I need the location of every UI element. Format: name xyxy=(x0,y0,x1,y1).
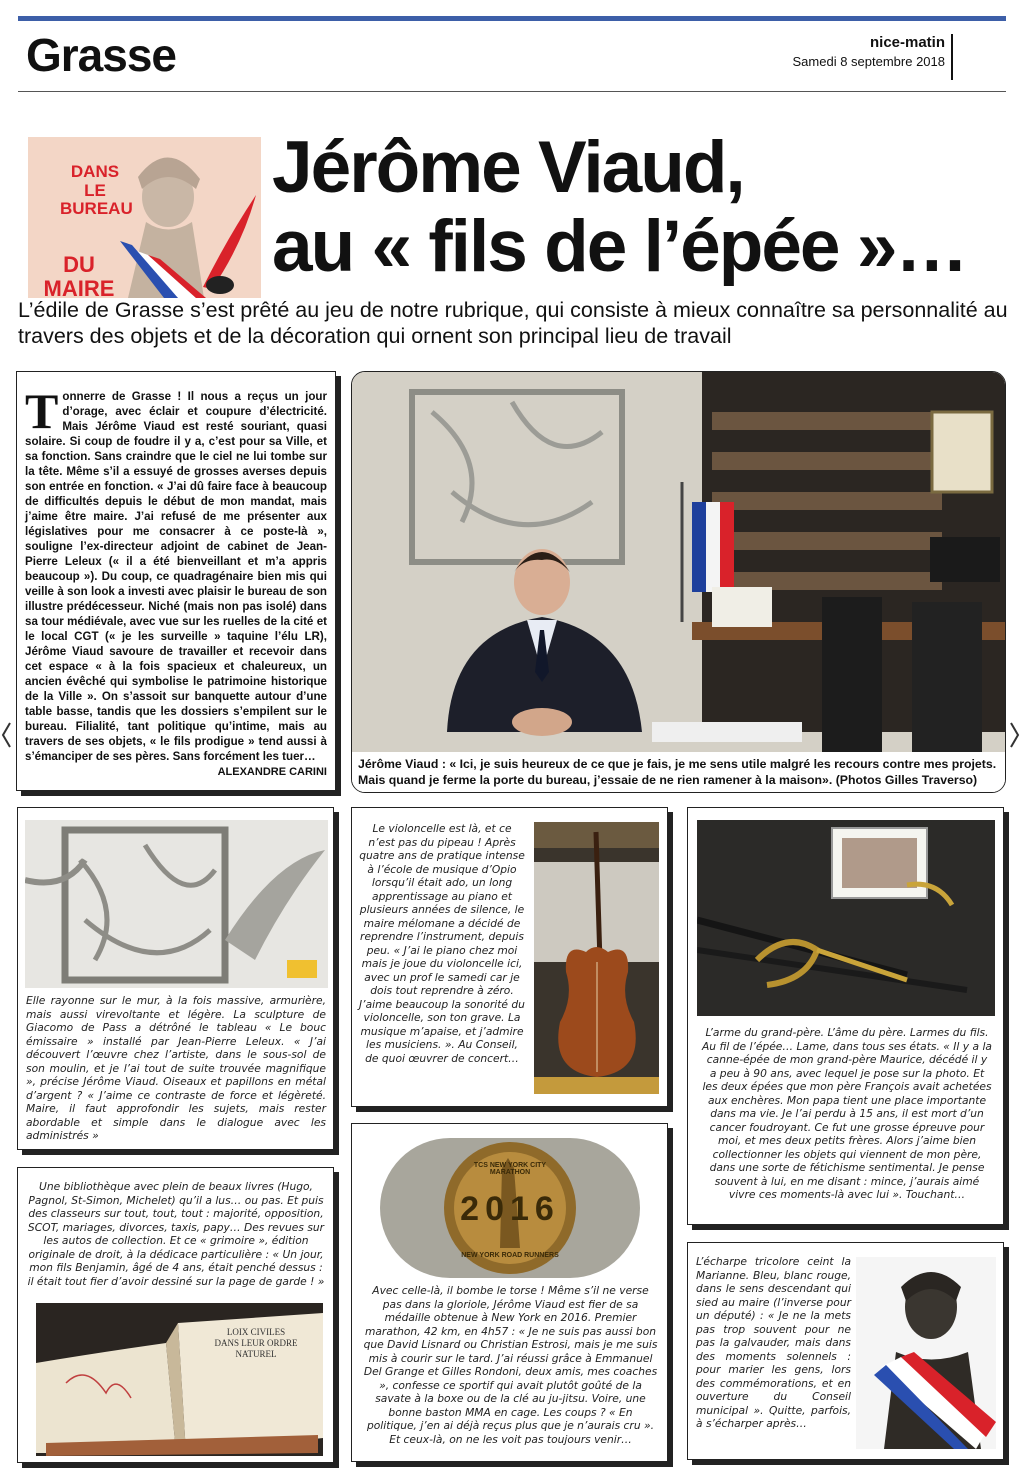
chevron-right-icon[interactable] xyxy=(1007,720,1021,750)
swords-caption: L’arme du grand-père. L’âme du père. Larmes du fils. Au fil de l’épée… Lame, dans tous ses états. « Il y a la canne-épée de mon grand-père Maurice, décédé il y a peu à 90 ans, avec lequel je pose sur la photo. Et les deux épées que mon père François avait achetées aux enchères. Mon papa tient une place importante dans ma vie. Je l’ai perdu à 15 ans, il est mort d’un cancer foudroyant. Ce fut une grosse épreuve pour moi, et mes deux petits frères. Alors j’aime bien collectionner les objets qui viennent de mon père, dans une sorte de fétichisme sentimental. Je pense souvent à lui, en me disant : mince, j’aurais aimé vivre ces moments-là avec lui ». Touchant… xyxy=(702,1026,992,1201)
section-title: Grasse xyxy=(26,29,177,81)
headline-line-1: Jérôme Viaud, xyxy=(272,127,744,208)
cello-caption: Le violoncelle est là, et ce n’est pas du pipeau ! Après quatre ans de pratique intense à l’école de musique d’Opio lorsqu’il était ado, un long apprentissage au piano et plusieurs années de silence, le maire mélomane a décidé de reprendre l’instrument, depuis peu. « J’ai le piano chez moi mais je joue du violoncelle ici, avec un prof le samedi car je dois tout reprendre à zéro. J’aime beaucoup la sonorité du violoncelle, son ton grave. La musique m’apaise, et j’admire les musiciens. ». Au Conseil, de quoi œuvrer de concert… xyxy=(359,822,525,1065)
medal-panel xyxy=(351,1123,668,1462)
sculpture-panel xyxy=(17,807,334,1150)
lead-article xyxy=(16,371,336,791)
headline xyxy=(272,128,1012,286)
office-scene-image xyxy=(352,372,1006,793)
badge-line-1: DANS LE BUREAU xyxy=(60,162,133,219)
swords-panel xyxy=(687,807,1004,1225)
article-author: ALEXANDRE CARINI xyxy=(217,766,327,778)
top-color-rule xyxy=(18,16,1006,21)
medal-year: 2016 xyxy=(460,1190,560,1228)
publication-date: Samedi 8 septembre 2018 xyxy=(792,54,945,69)
article-deck: L’édile de Grasse s’est prêté au jeu de notre rubrique, qui consiste à mieux connaître sa personnalité au travers des objets et de la décoration qui ornent son principal lieu de travail xyxy=(18,298,1008,348)
main-office-photo xyxy=(351,371,1006,793)
cello-panel xyxy=(351,807,668,1107)
medal-bottom-text: NEW YORK ROAD RUNNERS xyxy=(461,1252,559,1259)
headline-line-2: au « fils de l’épée »… xyxy=(272,206,967,287)
swords-image xyxy=(697,820,995,1016)
drop-cap: T xyxy=(25,383,59,439)
main-photo-caption: Jérôme Viaud : « Ici, je suis heureux de ce que je fais, je me sens utile malgré les recours contre mes projets. Mais quand je ferme la porte du bureau, j’essaie de ne rien ramener à la maison». (Photos Gilles Traverso) xyxy=(352,752,1005,792)
book-image xyxy=(36,1303,323,1456)
library-caption: Une bibliothèque avec plein de beaux livres (Hugo, Pagnol, St-Simon, Michelet) qu’il a lus… ou pas. Et puis des classeurs sur tout, tout, tout : majorité, opposition, SCOT, mariages, divorces, taxis, papy… Des revues sur les autos de collection. Et ce « grimoire », édition originale de droit, à la dédicace particulière : « Un jour, mon fils Benjamin, âgé de 4 ans, était penché dessus : il était tout fier d’avoir dessiné sur la page de garde ! » xyxy=(27,1180,325,1288)
sculpture-caption: Elle rayonne sur le mur, à la fois massive, armurière, mais aussi virevoltante et légère. La sculpture de Giacomo de Pass a détrôné le tableau « Le bouc émissaire » installé par Jean-Pierre Leleux. « J’ai découvert l’œuvre chez l’artiste, dans le sous-sol de son moulin, et je l’ai tout de suite trouvée magnifique », précise Jérôme Viaud. Oiseaux et papillons en métal d’argent ? « J’aime ce contraste de force et légèreté. Maire, il faut approfondir les sujets, mais rester abordable et simple dans le dialogue avec les administrés » xyxy=(26,994,326,1142)
newspaper-name: nice-matin xyxy=(869,34,945,51)
book-title: LOIX CIVILES xyxy=(226,1327,286,1337)
cello-image xyxy=(534,822,659,1094)
book-subtitle: DANS LEUR ORDRE NATUREL xyxy=(214,1338,298,1359)
header-rule xyxy=(18,91,1006,92)
medal-top-text: TCS NEW YORK CITY MARATHON xyxy=(473,1162,547,1176)
book-title-page xyxy=(201,1327,311,1360)
badge-line-2: DU MAIRE xyxy=(43,252,115,298)
sculpture-image xyxy=(25,820,328,988)
medal-caption: Avec celle-là, il bombe le torse ! Même s’il ne verse pas dans la gloriole, Jérôme Viaud est fier de sa médaille obtenue à New York en 2016. Premier marathon, 42 km, en 4h57 : « Je ne suis pas aussi bon que David Lisnard ou Christian Estrosi, mais je me suis mis à courir sur le tard. J’ai réussi grâce à Emmanuel Del Grange et Gilles Rondoni, deux amis, mes coaches », confesse ce sportif qui avait plutôt goûté de la savate à la boxe ou de la clé au ju-jitsu. Voire, une bonne baston MMA en cage. Les coups ? « En politique, j’en ai déjà reçus plus que je n’aurais cru ». Et ceux-là, on ne les voit pas toujours venir… xyxy=(363,1284,658,1446)
lead-body: onnerre de Grasse ! Il nous a reçus un jour d’orage, avec éclair et coupure d’électricité. Mais Jérôme Viaud est resté souriant, quasi solaire. Si coup de foudre il y a, c’est pour sa Ville, et sa fonction. Sans craindre que le ciel ne lui tombe sur la tête. Même s’il a essuyé de grosses averses depuis son entrée en fonction. « J’ai dû faire face à beaucoup de difficultés depuis le début de mon mandat, mais j’aime être maire. J’ai refusé de me présenter aux législatives pour me consacrer à ce poste-là », souligne l’ex-directeur adjoint de cabinet de Jean-Pierre Leleux (« il a été bienveillant et m’a appris beaucoup »). Du coup, ce quadragénaire bien mis qui veille à son look a investi avec plaisir le bureau de son illustre prédécesseur. Niché (mais non pas isolé) dans sa tour médiévale, avec vue sur les ruelles de la cité et le local CGT (« je les surveille » taquine l’élu LR), Jérôme Viaud savoure de travailler et recevoir dans cet espace « à la fois spacieux et chaleureux, un ancien évêché qui symbolise le patrimoine historique de la Ville ». On s’assoit sur banquette autour d’une table basse, tandis que les dossiers s’empilent sur le bureau. Filialité, tant politique qu’intime, mais au travers de ses objets, « le fils prodigue » tend aussi à s’émanciper de ses pères. Sans forcément les tuer… xyxy=(25,390,327,763)
library-panel xyxy=(17,1167,334,1463)
sash-panel xyxy=(687,1242,1004,1460)
marianne-sash-image xyxy=(856,1257,996,1449)
chevron-left-icon[interactable] xyxy=(0,720,14,750)
rubric-badge xyxy=(28,137,261,298)
header-divider xyxy=(951,34,953,80)
book-photo xyxy=(36,1303,323,1456)
sash-caption: L’écharpe tricolore ceint la Marianne. Bleu, blanc rouge, dans le sens descendant qui sied au maire (l’inverse pour un député) : « Je ne la mets pas trop souvent pour ne pas la galvauder, mais dans des moments solennels : pour marier les gens, lors des commémorations, et en ouverture du Conseil municipal ». Quitte, parfois, à s’écharper après… xyxy=(696,1255,851,1430)
